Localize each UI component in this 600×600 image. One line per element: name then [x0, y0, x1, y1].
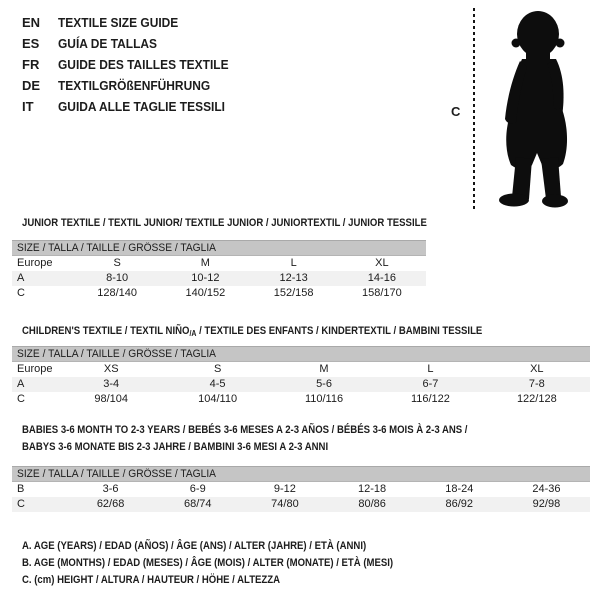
- babies-size-table: [12, 466, 590, 512]
- table-cell: 24-36: [532, 483, 561, 495]
- table-cell: 152/158: [273, 287, 314, 299]
- language-code: EN: [22, 15, 41, 30]
- table-cell: 6-9: [189, 483, 206, 495]
- children-title-post: / TEXTILE DES ENFANTS / KINDERTEXTIL / BAMBINI TESSILE: [196, 325, 483, 337]
- table-row: [12, 286, 426, 301]
- language-code: IT: [22, 99, 34, 114]
- language-row-it: [22, 96, 243, 117]
- babies-section-title-line1: BABIES 3-6 MONTH TO 2-3 YEARS / BEBÉS 3-6 MESES A 2-3 AÑOS / BÉBÉS 3-6 MOIS À 2-3 ANS /: [22, 424, 468, 436]
- table-cell: 110/116: [304, 393, 344, 405]
- height-measure-dashed-line: [473, 8, 475, 209]
- table-row: [12, 392, 590, 407]
- table-cell: 12-13: [279, 272, 308, 284]
- table-cell: 12-18: [358, 483, 387, 495]
- children-size-table: [12, 346, 590, 407]
- language-row-es: [22, 33, 243, 54]
- table-cell: 68/74: [183, 498, 212, 510]
- row-label: A: [17, 378, 25, 390]
- table-cell: 122/128: [516, 393, 557, 405]
- junior-section-title: JUNIOR TEXTILE / TEXTIL JUNIOR/ TEXTILE JUNIOR / JUNIORTEXTIL / JUNIOR TESSILE: [22, 217, 427, 229]
- table-row: [12, 482, 590, 497]
- table-cell: 18-24: [445, 483, 474, 495]
- row-label: Europe: [17, 257, 53, 269]
- children-section-title: [22, 325, 482, 338]
- legend-line-c: C. (cm) HEIGHT / ALTURA / HAUTEUR / HÖHE / ALTEZZA: [22, 574, 281, 586]
- table-cell: 128/140: [97, 287, 137, 299]
- language-code: FR: [22, 57, 40, 72]
- toddler-silhouette-icon: [484, 7, 590, 209]
- table-cell: 116/122: [410, 393, 450, 405]
- table-cell: 98/104: [94, 393, 129, 405]
- junior-size-table: [12, 240, 426, 301]
- children-title-sub: /A: [189, 329, 197, 338]
- row-label: C: [17, 393, 25, 405]
- table-cell: L: [290, 257, 297, 269]
- table-row: [12, 271, 426, 286]
- table-cell: 4-5: [209, 378, 226, 390]
- language-title: TEXTILE SIZE GUIDE: [58, 15, 179, 30]
- table-cell: 86/92: [445, 498, 474, 510]
- size-bar-label: SIZE / TALLA / TAILLE / GRÖSSE / TAGLIA: [17, 348, 217, 360]
- table-row: [12, 497, 590, 512]
- language-row-de: [22, 75, 243, 96]
- table-cell: 7-8: [528, 378, 545, 390]
- legend-line-b: B. AGE (MONTHS) / EDAD (MESES) / ÂGE (MOIS) / ALTER (MONATE) / ETÀ (MESI): [22, 557, 394, 569]
- children-title-pre: CHILDREN'S TEXTILE / TEXTIL NIÑO: [22, 325, 190, 337]
- language-code: ES: [22, 36, 40, 51]
- row-label: Europe: [17, 363, 53, 375]
- language-title: GUIDE DES TAILLES TEXTILE: [58, 57, 229, 72]
- table-row: [12, 362, 590, 377]
- language-row-fr: [22, 54, 243, 75]
- language-title: TEXTILGRÖßENFÜHRUNG: [58, 78, 211, 93]
- row-label: C: [17, 287, 25, 299]
- legend: [22, 538, 449, 589]
- row-label: C: [17, 498, 25, 510]
- table-cell: 10-12: [191, 272, 220, 284]
- table-cell: 104/110: [198, 393, 238, 405]
- table-cell: 158/170: [361, 287, 402, 299]
- row-label: B: [17, 483, 25, 495]
- table-cell: S: [113, 257, 121, 269]
- table-cell: XL: [530, 363, 544, 375]
- language-title: GUÍA DE TALLAS: [58, 36, 158, 51]
- table-cell: M: [200, 257, 210, 269]
- language-list: [22, 12, 243, 117]
- table-cell: XL: [375, 257, 389, 269]
- table-cell: L: [427, 363, 434, 375]
- size-bar: [12, 346, 590, 362]
- table-cell: 140/152: [185, 287, 226, 299]
- table-cell: 74/80: [271, 498, 299, 510]
- table-cell: M: [319, 363, 329, 375]
- babies-section-title-line2: BABYS 3-6 MONATE BIS 2-3 JAHRE / BAMBINI 3-6 MESI A 2-3 ANNI: [22, 441, 329, 453]
- language-title: GUIDA ALLE TAGLIE TESSILI: [58, 99, 226, 114]
- table-cell: 3-6: [102, 483, 119, 495]
- height-measure-label: C: [451, 104, 461, 119]
- table-cell: 62/68: [96, 498, 125, 510]
- table-cell: XS: [103, 363, 119, 375]
- table-row: [12, 256, 426, 271]
- size-bar-label: SIZE / TALLA / TAILLE / GRÖSSE / TAGLIA: [17, 242, 217, 254]
- language-row-en: [22, 12, 243, 33]
- size-bar: [12, 240, 426, 256]
- table-cell: 5-6: [316, 378, 332, 390]
- table-cell: 9-12: [273, 483, 296, 495]
- table-cell: 92/98: [532, 498, 561, 510]
- size-bar: [12, 466, 590, 482]
- table-cell: 6-7: [422, 378, 439, 390]
- table-row: [12, 377, 590, 392]
- row-label: A: [17, 272, 25, 284]
- size-bar-label: SIZE / TALLA / TAILLE / GRÖSSE / TAGLIA: [17, 468, 217, 480]
- table-cell: 80/86: [358, 498, 386, 510]
- table-cell: 8-10: [106, 272, 129, 284]
- table-cell: S: [213, 363, 222, 375]
- legend-line-a: A. AGE (YEARS) / EDAD (AÑOS) / ÂGE (ANS) / ALTER (JAHRE) / ETÀ (ANNI): [22, 540, 367, 552]
- table-cell: 14-16: [367, 272, 396, 284]
- table-cell: 3-4: [103, 378, 120, 390]
- language-code: DE: [22, 78, 41, 93]
